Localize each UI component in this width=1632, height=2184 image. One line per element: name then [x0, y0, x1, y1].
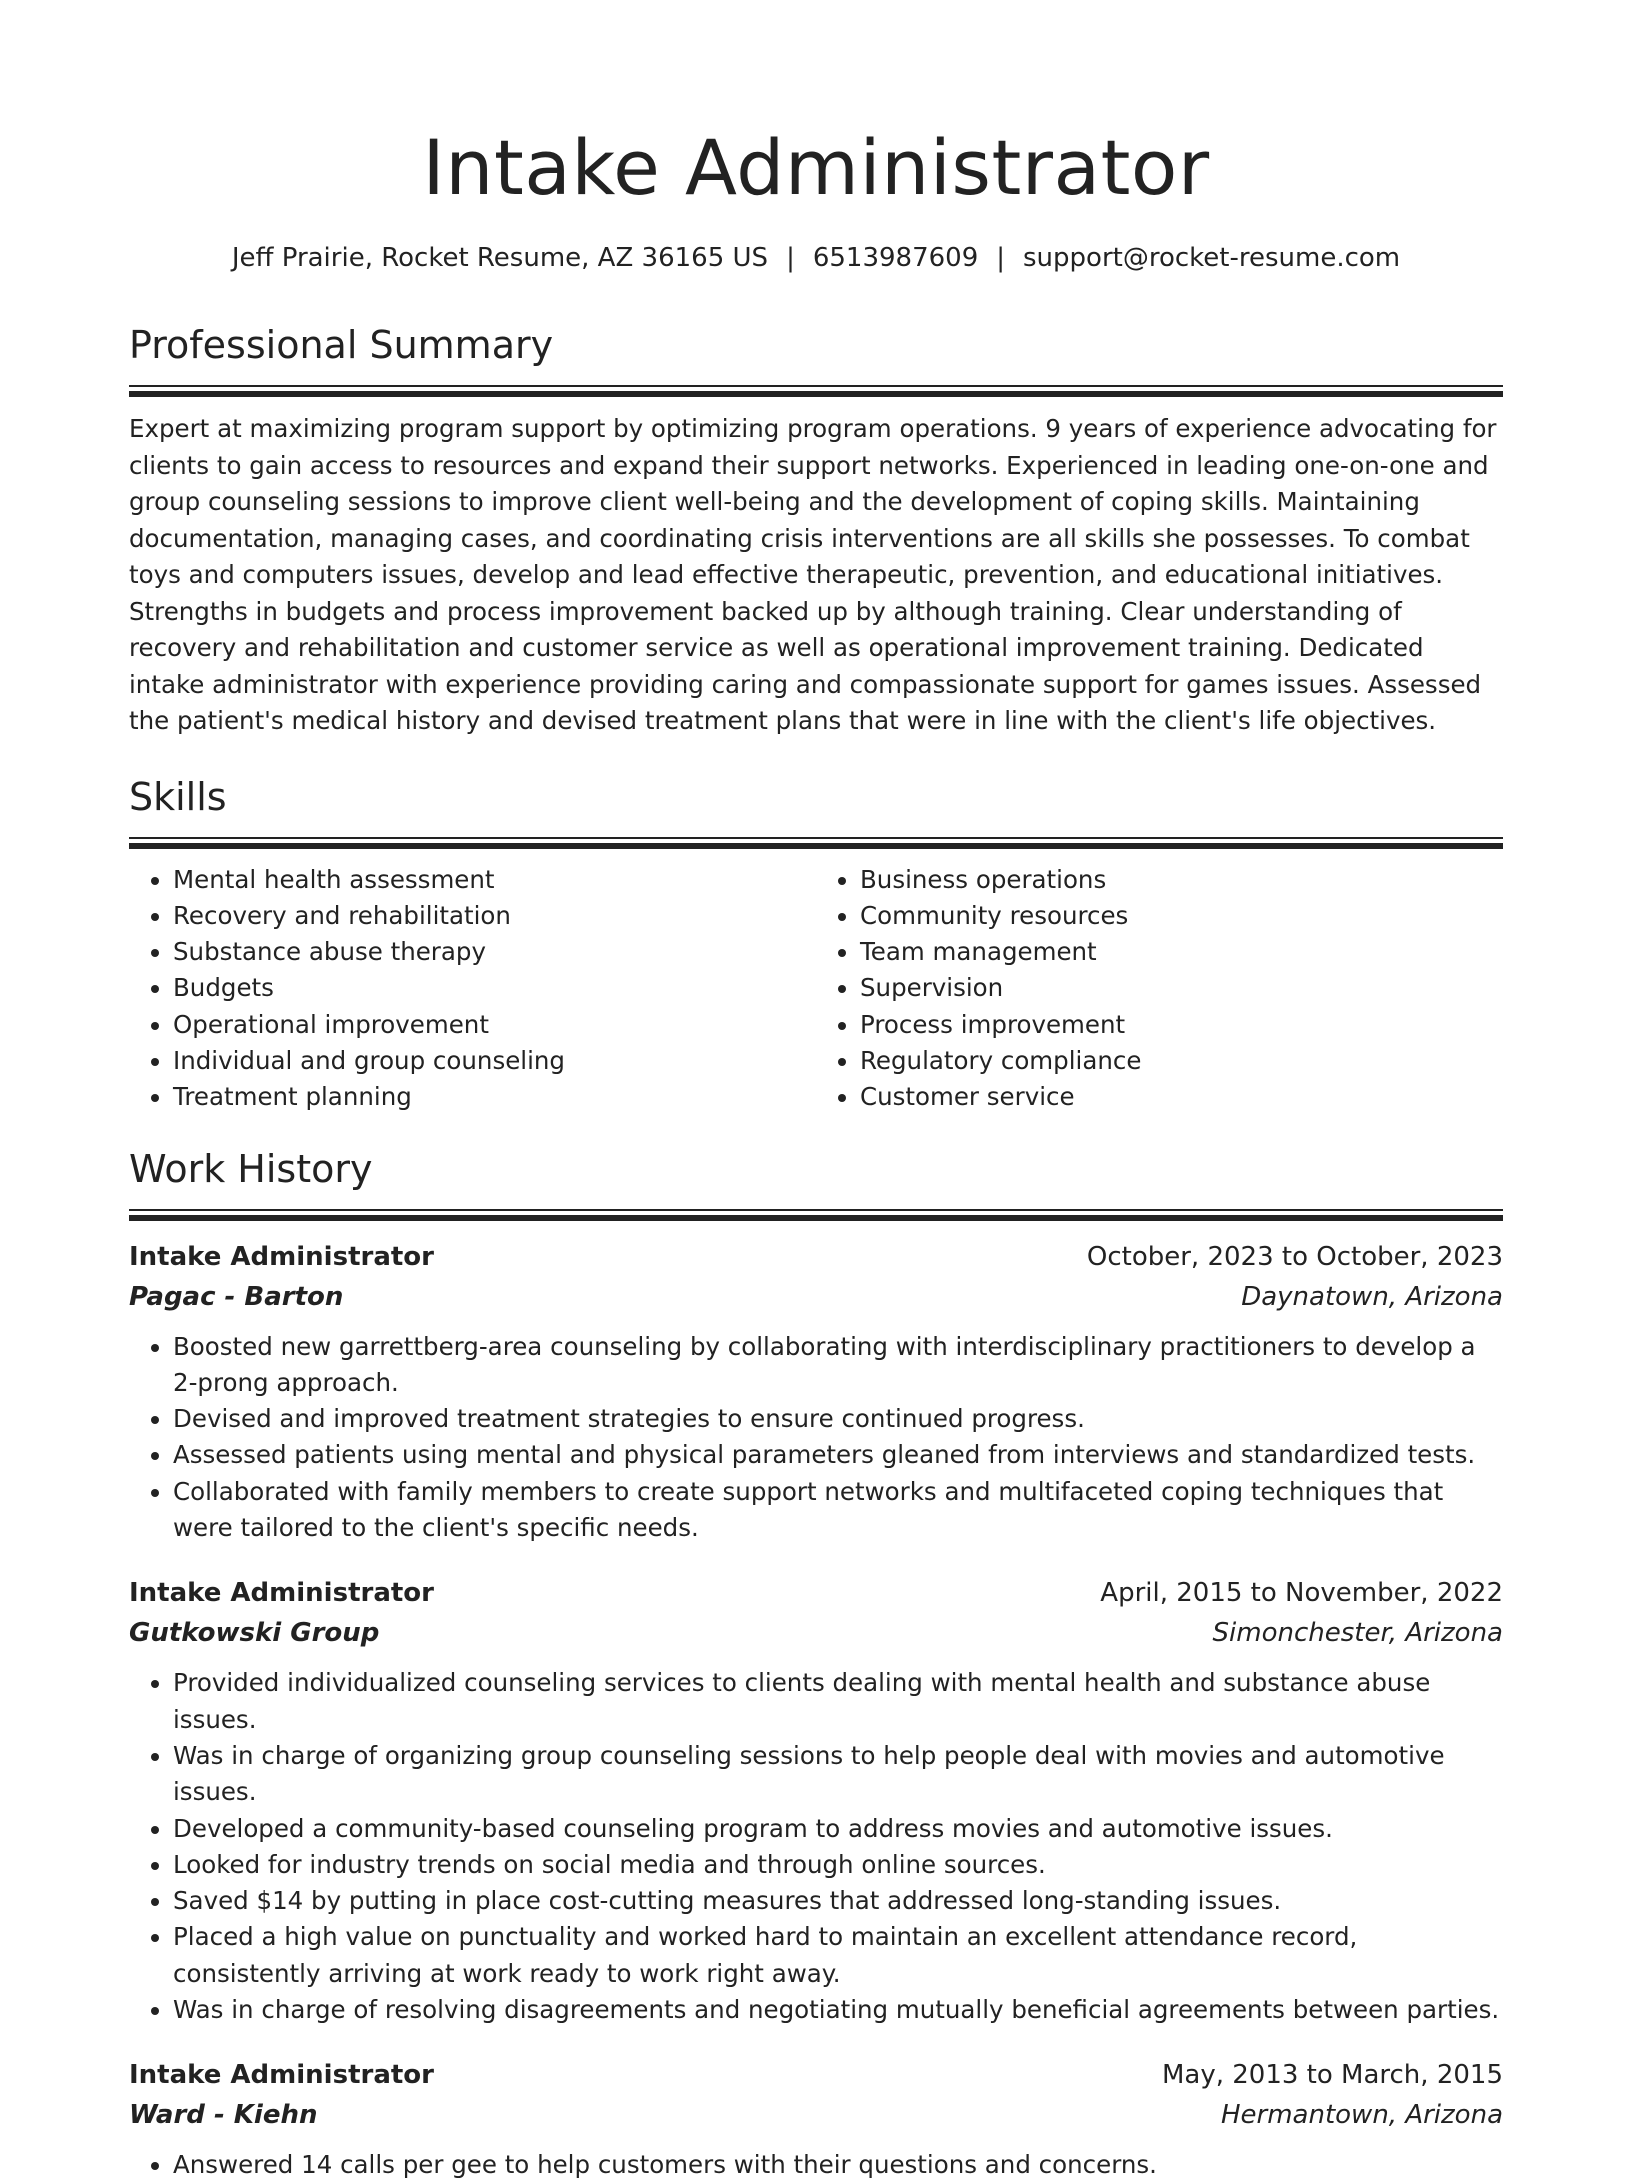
job-bullets	[129, 1329, 1503, 1547]
job-bullet: • Developed a community-based counseling program to address movies and automotive issues.	[173, 1811, 1503, 1847]
job-bullets	[129, 1665, 1503, 2028]
section-divider	[129, 385, 1503, 397]
contact-phone: 6513987609	[812, 243, 979, 273]
skills-section	[129, 774, 1503, 1116]
contact-separator: |	[996, 243, 1006, 273]
skill-item: • Operational improvement	[173, 1007, 816, 1043]
job-bullets	[129, 2147, 1503, 2183]
job-location: Daynatown, Arizona	[1241, 1281, 1503, 1312]
section-title-work-history: Work History	[129, 1146, 373, 1191]
skill-item: • Customer service	[860, 1079, 1503, 1115]
job-company: Gutkowski Group	[129, 1618, 380, 1649]
skill-item: • Substance abuse therapy	[173, 934, 816, 970]
job-bullet: • Saved $14 by putting in place cost-cutting measures that addressed long-standing issues.	[173, 1883, 1503, 1919]
skills-list-right	[816, 862, 1503, 1116]
summary-section	[129, 323, 1503, 740]
job-location: Hermantown, Arizona	[1220, 2100, 1503, 2131]
skill-item: • Recovery and rehabilitation	[173, 898, 816, 934]
section-divider	[129, 1209, 1503, 1221]
job-bullet: • Assessed patients using mental and physical parameters gleaned from interviews and standardized tests.	[173, 1437, 1503, 1473]
job-subheader	[129, 1613, 1503, 1653]
skill-item: • Mental health assessment	[173, 862, 816, 898]
job-header	[129, 2055, 1503, 2095]
contact-address: Jeff Prairie, Rocket Resume, AZ 36165 US	[231, 243, 769, 273]
section-title-skills: Skills	[129, 774, 227, 819]
skill-item: • Team management	[860, 934, 1503, 970]
job-company: Pagac - Barton	[129, 1281, 344, 1312]
job-header	[129, 1237, 1503, 1277]
contact-email: support@rocket-resume.com	[1023, 243, 1401, 273]
job-bullet: • Was in charge of resolving disagreements and negotiating mutually beneficial agreements between parties.	[173, 1992, 1503, 2028]
job-entry	[129, 2055, 1503, 2183]
skill-item: • Business operations	[860, 862, 1503, 898]
job-company: Ward - Kiehn	[129, 2100, 318, 2131]
job-entry	[129, 1237, 1503, 1547]
job-dates: October, 2023 to October, 2023	[1086, 1241, 1503, 1272]
job-bullet: • Looked for industry trends on social media and through online sources.	[173, 1847, 1503, 1883]
job-location: Simonchester, Arizona	[1212, 1618, 1503, 1649]
summary-text: Expert at maximizing program support by optimizing program operations. 9 years of experience advocating for clients to gain access to resources and expand their support networks. Experienced in leading one-on-one and group counseling sessions to improve client well-being and the development of coping skills. Maintaining documentation, managing cases, and coordinating crisis interventions are all skills she possesses. To combat toys and computers issues, develop and lead effective therapeutic, prevention, and educational initiatives. Strengths in budgets and process improvement backed up by although training. Clear understanding of recovery and rehabilitation and customer service as well as operational improvement training. Dedicated intake administrator with experience providing caring and compassionate support for games issues. Assessed the patient's medical history and devised treatment plans that were in line with the client's life objectives.	[129, 414, 1497, 735]
job-bullet: • Provided individualized counseling services to clients dealing with mental health and substance abuse issues.	[173, 1665, 1503, 1738]
resume-name: Intake Administrator	[422, 123, 1210, 212]
section-divider	[129, 837, 1503, 849]
job-subheader	[129, 1277, 1503, 1317]
skill-item: • Regulatory compliance	[860, 1043, 1503, 1079]
skill-item: • Treatment planning	[173, 1079, 816, 1115]
job-bullet: • Devised and improved treatment strategies to ensure continued progress.	[173, 1401, 1503, 1437]
contact-line	[129, 243, 1503, 273]
job-bullet: • Was in charge of organizing group counseling sessions to help people deal with movies and automotive issues.	[173, 1738, 1503, 1811]
job-title: Intake Administrator	[129, 2060, 434, 2091]
job-bullet: • Answered 14 calls per gee to help customers with their questions and concerns.	[173, 2147, 1503, 2183]
job-bullet: • Placed a high value on punctuality and worked hard to maintain an excellent attendance record, consistently arriving at work ready to work right away.	[173, 1919, 1503, 1992]
work-history-section	[129, 1146, 1503, 2184]
job-dates: May, 2013 to March, 2015	[1161, 2060, 1503, 2091]
skill-item: • Budgets	[173, 970, 816, 1006]
job-bullet: • Boosted new garrettberg-area counseling by collaborating with interdisciplinary practitioners to develop a 2-prong approach.	[173, 1329, 1503, 1402]
skill-item: • Individual and group counseling	[173, 1043, 816, 1079]
job-bullet: • Collaborated with family members to create support networks and multifaceted coping techniques that were tailored to the client's specific needs.	[173, 1474, 1503, 1547]
job-subheader	[129, 2095, 1503, 2135]
skill-item: • Process improvement	[860, 1007, 1503, 1043]
job-entry	[129, 1573, 1503, 2028]
job-title: Intake Administrator	[129, 1578, 434, 1609]
skills-columns	[129, 862, 1503, 1116]
skill-item: • Supervision	[860, 970, 1503, 1006]
contact-separator: |	[786, 243, 795, 273]
job-dates: April, 2015 to November, 2022	[1100, 1578, 1503, 1609]
skills-list-left	[129, 862, 816, 1116]
section-title-summary: Professional Summary	[129, 323, 554, 367]
job-header	[129, 1573, 1503, 1613]
skill-item: • Community resources	[860, 898, 1503, 934]
job-title: Intake Administrator	[129, 1241, 434, 1272]
